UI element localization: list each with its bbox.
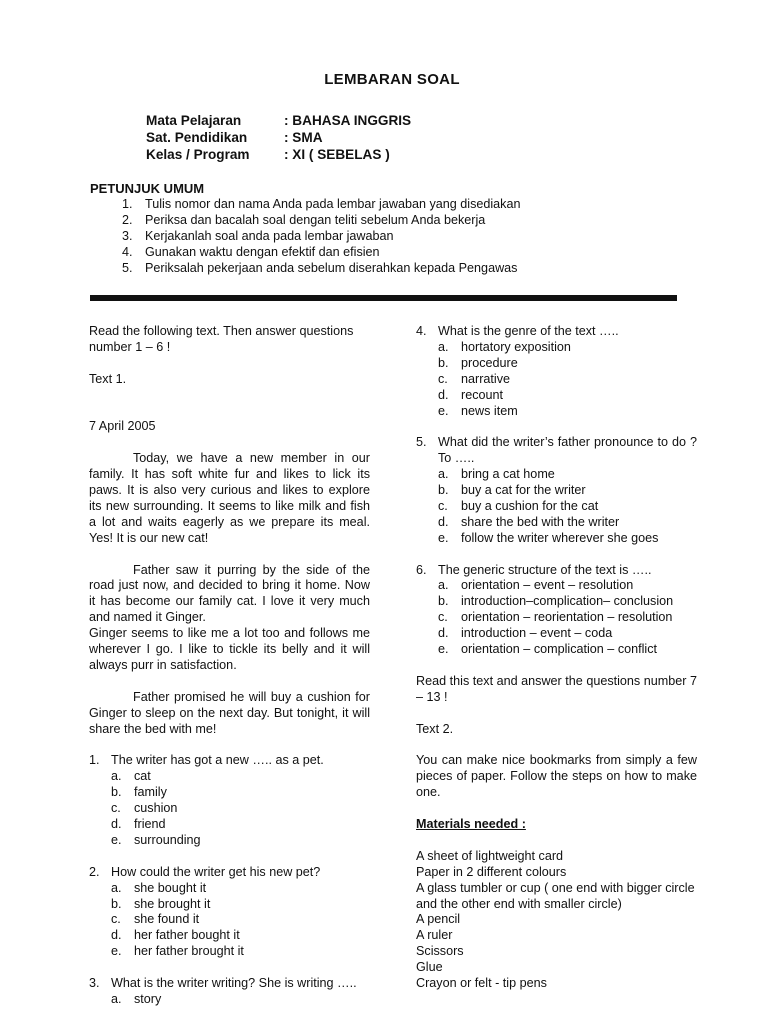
- question-2: 2. How could the writer get his new pet?: [89, 864, 321, 879]
- option: c. orientation – reorientation – resolution: [438, 610, 673, 625]
- question-6: 6. The generic structure of the text is …..: [416, 562, 652, 577]
- question-1: 1. The writer has got a new ….. as a pet.: [89, 753, 324, 768]
- option: a. cat: [111, 769, 151, 784]
- option: d. share the bed with the writer: [438, 514, 620, 529]
- info-label: Kelas / Program: [146, 147, 250, 162]
- divider: [90, 295, 677, 301]
- text-label: Text 1.: [89, 371, 127, 386]
- info-row-school: [146, 129, 323, 146]
- option: c. narrative: [438, 371, 510, 386]
- option: e. orientation – complication – conflict: [438, 642, 658, 657]
- option: b. family: [111, 785, 167, 800]
- option: e. her father brought it: [111, 944, 244, 959]
- option: a. orientation – event – resolution: [438, 578, 634, 593]
- option: d. introduction – event – coda: [438, 626, 613, 641]
- materials-list: [416, 849, 697, 992]
- instructions-heading: PETUNJUK UMUM: [90, 181, 205, 196]
- option: a. she bought it: [111, 880, 207, 895]
- list-item: 5. Periksalah pekerjaan anda sebelum diserahkan kepada Pengawas: [122, 261, 518, 275]
- list-item: Crayon or felt - tip pens: [416, 976, 547, 991]
- reading-intro: Read the following text. Then answer questions number 1 – 6 !: [89, 324, 354, 354]
- list-item: A glass tumbler or cup ( one end with bigger circle and the other end with smaller circle): [416, 880, 695, 911]
- info-value: : XI ( SEBELAS ): [284, 147, 390, 162]
- info-row-class: [146, 146, 390, 163]
- option: b. buy a cat for the writer: [438, 483, 586, 498]
- option: e. news item: [438, 403, 518, 418]
- option: b. introduction–complication– conclusion: [438, 594, 674, 609]
- paragraph: Ginger seems to like me a lot too and follows me wherever I go. I like to tickle its belly and it will always purr in satisfaction.: [89, 626, 370, 672]
- list-item: 1. Tulis nomor dan nama Anda pada lembar jawaban yang disediakan: [122, 197, 521, 211]
- list-item: 4. Gunakan waktu dengan efektif dan efisien: [122, 245, 380, 259]
- option: d. recount: [438, 387, 504, 402]
- page-title: LEMBARAN SOAL: [324, 71, 460, 88]
- list-item: A sheet of lightweight card: [416, 848, 564, 863]
- list-item: 3. Kerjakanlah soal anda pada lembar jawaban: [122, 229, 394, 243]
- option: d. friend: [111, 817, 166, 831]
- question-3: 3. What is the writer writing? She is writing …..: [89, 976, 357, 991]
- instructions-list: [122, 196, 521, 276]
- question-5: 5. What did the writer’s father pronounce to do ? To …..: [416, 435, 697, 466]
- reading-intro-2: Read this text and answer the questions number 7 – 13 !: [416, 673, 697, 704]
- paragraph: Today, we have a new member in our family. It has soft white fur and likes to lick its paws. It is also very curious and likes to explore its new surrounding. It seems to like milk and fish a lot and waits eagerly as we prepare its meal. Yes! It is our new cat!: [89, 451, 370, 545]
- option: a. bring a cat home: [438, 467, 555, 482]
- list-item: A ruler: [416, 928, 453, 943]
- list-item: Paper in 2 different colours: [416, 864, 567, 879]
- option: b. procedure: [438, 355, 518, 370]
- list-item: 2. Periksa dan bacalah soal dengan teliti sebelum Anda bekerja: [122, 213, 486, 227]
- list-item: A pencil: [416, 912, 461, 927]
- materials-heading: Materials needed :: [416, 817, 526, 831]
- left-column: [89, 324, 370, 1008]
- paragraph: Father saw it purring by the side of the road just now, and decided to bring it home. Now it has become our family cat. I love it very much and named it Ginger.: [89, 562, 370, 625]
- list-item: Glue: [416, 960, 443, 975]
- info-value: : BAHASA INGGRIS: [284, 113, 412, 128]
- option: e. follow the writer wherever she goes: [438, 530, 659, 545]
- option: b. she brought it: [111, 896, 211, 911]
- paragraph: You can make nice bookmarks from simply a few pieces of paper. Follow the steps on how to make one.: [416, 753, 697, 800]
- right-column: [416, 324, 697, 992]
- option: d. her father bought it: [111, 928, 240, 943]
- info-value: : SMA: [284, 130, 323, 145]
- option: c. cushion: [111, 801, 178, 816]
- info-label: Sat. Pendidikan: [146, 130, 248, 145]
- info-row-subject: [146, 112, 411, 129]
- date: 7 April 2005: [89, 419, 156, 434]
- option: a. story: [111, 991, 162, 1006]
- option: c. she found it: [111, 912, 200, 927]
- option: e. surrounding: [111, 832, 201, 847]
- option: a. hortatory exposition: [438, 339, 571, 354]
- text-label: Text 2.: [416, 721, 454, 736]
- info-label: Mata Pelajaran: [146, 113, 242, 128]
- paragraph: Father promised he will buy a cushion for Ginger to sleep on the next day. But tonight, it will share the bed with me!: [89, 689, 370, 736]
- list-item: Scissors: [416, 944, 464, 959]
- option: c. buy a cushion for the cat: [438, 498, 599, 513]
- question-4: 4. What is the genre of the text …..: [416, 324, 619, 338]
